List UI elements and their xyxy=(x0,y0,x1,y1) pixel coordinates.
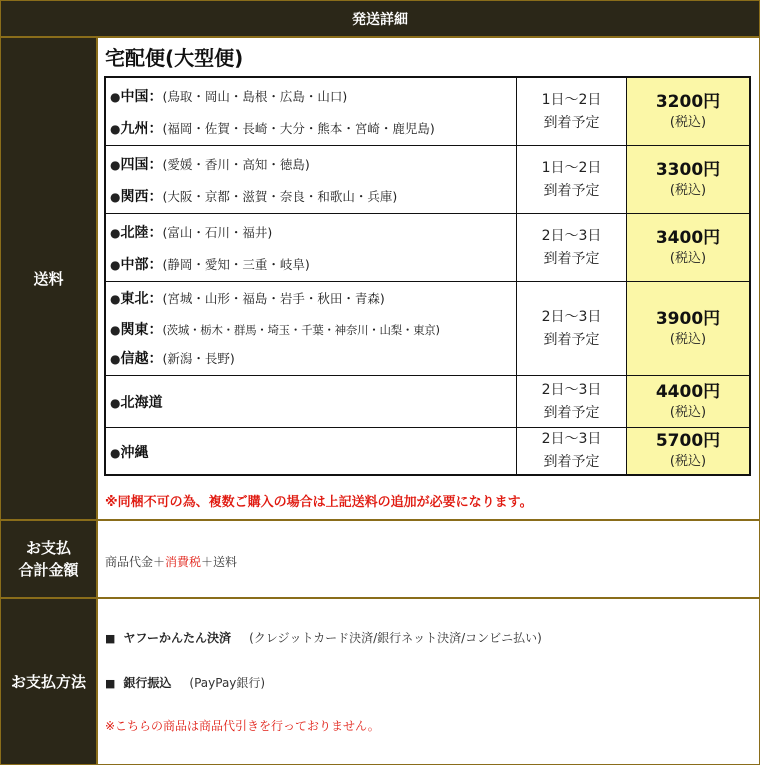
delivery-cell xyxy=(517,282,627,375)
region-cell xyxy=(106,376,517,427)
delivery-cell xyxy=(517,78,627,145)
delivery-days: 1日～2日 xyxy=(541,159,602,176)
square-bullet-icon: ■ xyxy=(105,677,116,690)
region-line xyxy=(110,186,397,206)
square-bullet-icon: ■ xyxy=(105,632,116,645)
region-prefs: (大阪・京都・滋賀・奈良・和歌山・兵庫) xyxy=(162,189,398,204)
delivery-cell xyxy=(517,146,627,213)
region-line xyxy=(110,118,435,138)
delivery-arrival: 到着予定 xyxy=(543,331,600,348)
table-row xyxy=(106,428,749,474)
delivery-days: 2日～3日 xyxy=(541,381,602,398)
price-cell xyxy=(627,214,749,281)
delivery-days: 2日～3日 xyxy=(541,431,602,447)
bullet-icon: ● xyxy=(110,258,121,272)
delivery-days: 2日～3日 xyxy=(541,227,602,244)
price: 4400円 xyxy=(655,381,721,402)
payment-warning: ※こちらの商品は商品代引きを行っておりません。 xyxy=(105,719,380,733)
header-title: 発送詳細 xyxy=(1,1,759,38)
region-prefs: (宮城・山形・福島・岩手・秋田・青森) xyxy=(162,291,385,306)
region-prefs: (茨城・栃木・群馬・埼玉・千葉・神奈川・山梨・東京) xyxy=(162,323,440,337)
delivery-cell xyxy=(517,214,627,281)
region-name: 東北： xyxy=(120,291,163,307)
region-prefs: (富山・石川・福井) xyxy=(162,225,273,240)
price: 3400円 xyxy=(655,227,721,248)
region-name: 四国： xyxy=(120,157,163,173)
delivery-arrival: 到着予定 xyxy=(543,250,600,267)
region-cell xyxy=(106,428,517,474)
bullet-icon: ● xyxy=(110,226,121,240)
price: 3300円 xyxy=(655,159,721,180)
tax-label: (税込) xyxy=(669,331,707,347)
price: 3900円 xyxy=(655,308,721,329)
delivery-days: 2日～3日 xyxy=(541,308,602,325)
bullet-icon: ● xyxy=(110,190,121,204)
table-row xyxy=(106,214,749,282)
region-name: 中部： xyxy=(120,257,163,273)
bullet-icon: ● xyxy=(110,122,121,136)
column-divider xyxy=(96,38,98,764)
region-name: 北陸： xyxy=(120,225,163,241)
region-cell xyxy=(106,214,517,281)
price-cell xyxy=(627,428,749,474)
region-prefs: (福岡・佐賀・長崎・大分・熊本・宮崎・鹿児島) xyxy=(162,121,435,136)
table-row xyxy=(106,78,749,146)
rate-table xyxy=(104,76,751,476)
region-line xyxy=(110,86,347,106)
delivery-arrival: 到着予定 xyxy=(543,454,600,470)
region-line xyxy=(110,154,310,174)
bullet-icon: ● xyxy=(110,323,121,337)
price-cell xyxy=(627,146,749,213)
region-name: 関西： xyxy=(120,189,163,205)
payment-total-text xyxy=(105,553,237,570)
region-line xyxy=(110,348,235,368)
total-part-goods: 商品代金＋ xyxy=(105,555,166,569)
region-cell xyxy=(106,146,517,213)
region-cell xyxy=(106,282,517,375)
region-name: 九州： xyxy=(120,121,163,137)
tax-label: (税込) xyxy=(669,182,707,198)
delivery-days: 1日～2日 xyxy=(541,91,602,108)
region-name: 沖縄 xyxy=(120,445,149,461)
delivery-cell xyxy=(517,428,627,474)
delivery-arrival: 到着予定 xyxy=(543,404,600,421)
price-cell xyxy=(627,376,749,427)
bullet-icon: ● xyxy=(110,292,121,306)
payment-method-label: お支払方法 xyxy=(1,599,96,764)
payment-total-label-line1: お支払 xyxy=(25,539,71,557)
tax-label: (税込) xyxy=(669,404,707,420)
section-divider xyxy=(1,519,759,521)
region-prefs: (新潟・長野) xyxy=(162,351,235,366)
region-cell xyxy=(106,78,517,145)
table-row xyxy=(106,376,749,428)
bullet-icon: ● xyxy=(110,396,121,410)
region-name: 関東： xyxy=(120,322,163,338)
price-cell xyxy=(627,282,749,375)
region-line xyxy=(110,319,440,339)
payment-note: (PayPay銀行) xyxy=(189,676,266,690)
payment-note: (クレジットカード決済/銀行ネット決済/コンビニ払い) xyxy=(249,631,542,645)
price: 5700円 xyxy=(655,431,721,451)
tax-label: (税込) xyxy=(669,454,707,469)
region-prefs: (静岡・愛知・三重・岐阜) xyxy=(162,257,310,272)
price-cell xyxy=(627,78,749,145)
table-row xyxy=(106,146,749,214)
region-name: 信越： xyxy=(120,351,163,367)
region-line xyxy=(110,392,162,412)
tax-label: (税込) xyxy=(669,250,707,266)
region-line xyxy=(110,288,385,308)
region-prefs: (愛媛・香川・高知・徳島) xyxy=(162,157,310,172)
delivery-arrival: 到着予定 xyxy=(543,114,600,131)
bullet-icon: ● xyxy=(110,158,121,172)
section-divider xyxy=(1,597,759,599)
payment-item xyxy=(105,629,542,646)
region-name: 中国： xyxy=(120,89,163,105)
payment-name: 銀行振込 xyxy=(123,676,172,690)
bullet-icon: ● xyxy=(110,446,121,460)
region-prefs: (鳥取・岡山・島根・広島・山口) xyxy=(162,89,348,104)
total-part-tax: 消費税 xyxy=(165,555,202,569)
table-row xyxy=(106,282,749,376)
region-line xyxy=(110,222,272,242)
bullet-icon: ● xyxy=(110,90,121,104)
region-line xyxy=(110,442,148,462)
payment-name: ヤフーかんたん決済 xyxy=(123,631,232,645)
bullet-icon: ● xyxy=(110,352,121,366)
payment-total-label-line2: 合計金額 xyxy=(18,561,79,579)
delivery-cell xyxy=(517,376,627,427)
tax-label: (税込) xyxy=(669,114,707,130)
total-part-shipping: ＋送料 xyxy=(201,555,238,569)
payment-total-label xyxy=(1,521,96,597)
payment-item xyxy=(105,674,265,691)
region-name: 北海道 xyxy=(120,395,163,411)
shipping-label: 送料 xyxy=(1,38,96,519)
delivery-arrival: 到着予定 xyxy=(543,182,600,199)
service-title: 宅配便(大型便) xyxy=(105,46,244,70)
region-line xyxy=(110,254,310,274)
price: 3200円 xyxy=(655,91,721,112)
shipping-warning: ※同梱不可の為、複数ご購入の場合は上記送料の追加が必要になります。 xyxy=(105,495,533,510)
